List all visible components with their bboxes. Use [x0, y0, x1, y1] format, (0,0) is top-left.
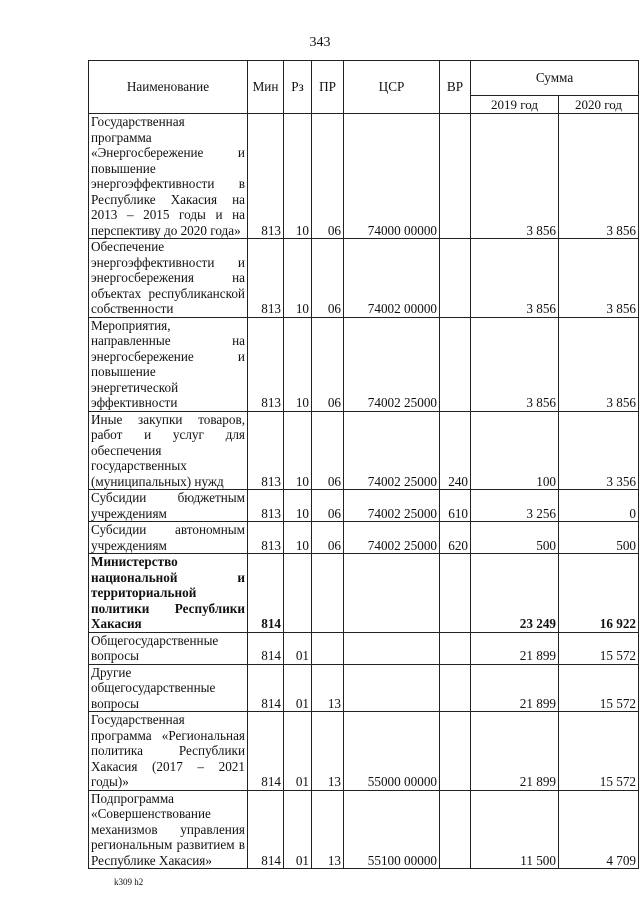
header-name: Наименование — [89, 61, 248, 114]
row-name: Государственная программа «Энергосбережение и повышение энергоэффективности в Республике Хакасия на 2013 – 2015 годы и на перспективу до 2020 года» — [89, 114, 248, 239]
row-csr — [344, 664, 440, 712]
budget-table — [88, 60, 639, 869]
header-min: Мин — [248, 61, 284, 114]
row-sum-2019: 23 249 — [471, 554, 559, 633]
row-rz: 01 — [284, 664, 312, 712]
row-sum-2020: 3 856 — [559, 317, 639, 411]
row-min: 813 — [248, 490, 284, 522]
row-sum-2020: 15 572 — [559, 632, 639, 664]
row-csr: 74002 25000 — [344, 411, 440, 490]
row-vr — [440, 712, 471, 791]
table-row — [89, 490, 639, 522]
row-sum-2019: 3 856 — [471, 114, 559, 239]
header-csr: ЦСР — [344, 61, 440, 114]
row-min: 814 — [248, 790, 284, 869]
row-sum-2019: 500 — [471, 522, 559, 554]
row-name: Государственная программа «Региональная политика Республики Хакасия (2017 – 2021 годы)» — [89, 712, 248, 791]
row-pr: 13 — [312, 712, 344, 791]
table-row — [89, 712, 639, 791]
row-vr — [440, 317, 471, 411]
row-csr: 74002 00000 — [344, 239, 440, 318]
row-sum-2019: 3 256 — [471, 490, 559, 522]
row-vr — [440, 114, 471, 239]
row-csr — [344, 632, 440, 664]
row-pr: 06 — [312, 490, 344, 522]
row-vr: 620 — [440, 522, 471, 554]
row-rz: 10 — [284, 522, 312, 554]
row-name: Подпрограмма «Совершенствование механизмов управления региональным развитием в Республике Хакасия» — [89, 790, 248, 869]
table-row — [89, 554, 639, 633]
row-pr — [312, 554, 344, 633]
row-vr — [440, 664, 471, 712]
row-vr — [440, 239, 471, 318]
row-rz: 10 — [284, 317, 312, 411]
table-row — [89, 114, 639, 239]
row-pr: 06 — [312, 317, 344, 411]
row-rz: 10 — [284, 239, 312, 318]
row-rz: 10 — [284, 114, 312, 239]
row-sum-2019: 21 899 — [471, 632, 559, 664]
row-rz: 01 — [284, 632, 312, 664]
row-sum-2020: 3 856 — [559, 239, 639, 318]
row-vr: 240 — [440, 411, 471, 490]
row-min: 814 — [248, 712, 284, 791]
row-name: Субсидии бюджетным учреждениям — [89, 490, 248, 522]
row-name: Общегосударственные вопросы — [89, 632, 248, 664]
row-sum-2020: 16 922 — [559, 554, 639, 633]
row-sum-2020: 15 572 — [559, 664, 639, 712]
row-csr: 74002 25000 — [344, 317, 440, 411]
row-min: 813 — [248, 411, 284, 490]
header-year-2020: 2020 год — [559, 96, 639, 114]
header-year-2019: 2019 год — [471, 96, 559, 114]
row-pr: 06 — [312, 114, 344, 239]
table-row — [89, 522, 639, 554]
row-name: Другие общегосударственные вопросы — [89, 664, 248, 712]
row-sum-2020: 500 — [559, 522, 639, 554]
table-row — [89, 411, 639, 490]
row-vr — [440, 554, 471, 633]
row-rz: 10 — [284, 411, 312, 490]
row-name: Субсидии автономным учреждениям — [89, 522, 248, 554]
row-pr: 13 — [312, 790, 344, 869]
row-sum-2019: 100 — [471, 411, 559, 490]
header-pr: ПР — [312, 61, 344, 114]
row-name: Обеспечение энергоэффективности и энергосбережения на объектах республиканской собственности — [89, 239, 248, 318]
row-vr: 610 — [440, 490, 471, 522]
row-sum-2019: 21 899 — [471, 664, 559, 712]
row-sum-2020: 3 856 — [559, 114, 639, 239]
row-pr: 06 — [312, 239, 344, 318]
row-vr — [440, 790, 471, 869]
row-csr: 74002 25000 — [344, 490, 440, 522]
row-min: 813 — [248, 522, 284, 554]
row-csr: 74002 25000 — [344, 522, 440, 554]
row-pr: 13 — [312, 664, 344, 712]
row-rz: 01 — [284, 712, 312, 791]
row-pr: 06 — [312, 522, 344, 554]
row-min: 813 — [248, 114, 284, 239]
footer-code: k309 h2 — [114, 877, 144, 887]
row-min: 814 — [248, 664, 284, 712]
row-name: Мероприятия, направленные на энергосбережение и повышение энергетической эффективности — [89, 317, 248, 411]
row-min: 813 — [248, 239, 284, 318]
row-name: Министерство национальной и территориальной политики Республики Хакасия — [89, 554, 248, 633]
row-sum-2020: 0 — [559, 490, 639, 522]
table-row — [89, 632, 639, 664]
row-name: Иные закупки товаров, работ и услуг для обеспечения государственных (муниципальных) нужд — [89, 411, 248, 490]
row-sum-2020: 4 709 — [559, 790, 639, 869]
row-sum-2019: 3 856 — [471, 317, 559, 411]
table-row — [89, 664, 639, 712]
row-min: 814 — [248, 632, 284, 664]
row-rz: 10 — [284, 490, 312, 522]
row-rz — [284, 554, 312, 633]
row-pr — [312, 632, 344, 664]
table-row — [89, 239, 639, 318]
row-min: 814 — [248, 554, 284, 633]
header-rz: Рз — [284, 61, 312, 114]
header-sum: Сумма — [471, 61, 639, 96]
row-csr — [344, 554, 440, 633]
row-csr: 74000 00000 — [344, 114, 440, 239]
row-sum-2020: 15 572 — [559, 712, 639, 791]
row-sum-2019: 11 500 — [471, 790, 559, 869]
header-vr: ВР — [440, 61, 471, 114]
table-row — [89, 317, 639, 411]
table-row — [89, 790, 639, 869]
page-number: 343 — [309, 35, 331, 50]
row-vr — [440, 632, 471, 664]
row-sum-2019: 21 899 — [471, 712, 559, 791]
row-pr: 06 — [312, 411, 344, 490]
row-sum-2019: 3 856 — [471, 239, 559, 318]
row-csr: 55000 00000 — [344, 712, 440, 791]
row-csr: 55100 00000 — [344, 790, 440, 869]
row-rz: 01 — [284, 790, 312, 869]
row-sum-2020: 3 356 — [559, 411, 639, 490]
row-min: 813 — [248, 317, 284, 411]
